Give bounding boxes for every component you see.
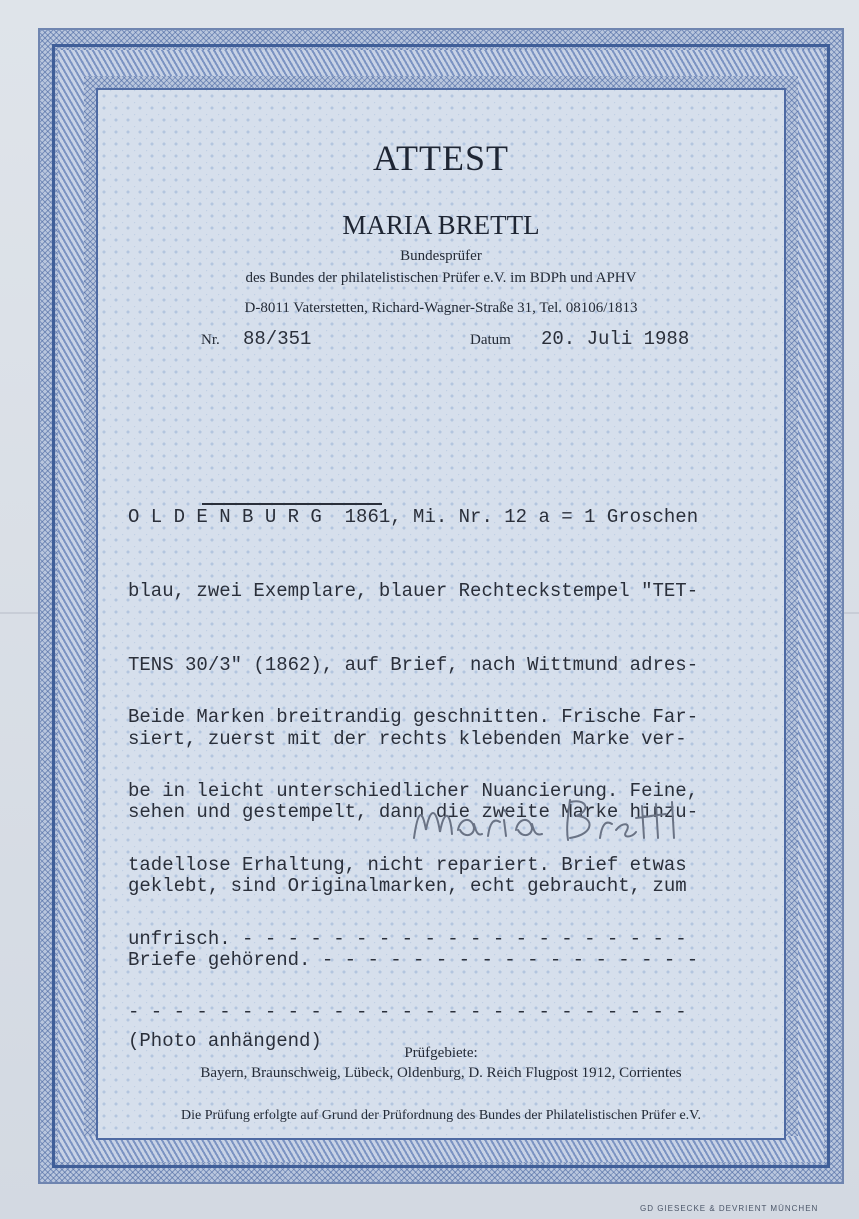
nr-label: Nr. bbox=[201, 332, 220, 348]
text-line: siert, zuerst mit der rechts klebenden Marke ver- bbox=[128, 727, 687, 750]
text-line: O L D E N B U R G 1861, Mi. Nr. 12 a = 1 Groschen bbox=[128, 506, 699, 529]
footer-note: Die Prüfung erfolgte auf Grund der Prüfordnung des Bundes der Philatelistischen Prüfer e.V. bbox=[181, 1108, 701, 1123]
certificate-title: ATTEST bbox=[373, 138, 509, 178]
text-line: be in leicht unterschiedlicher Nuancierung. Feine, bbox=[128, 779, 699, 802]
datum-value: 20. Juli 1988 bbox=[541, 328, 690, 350]
text-line: tadellose Erhaltung, nicht repariert. Brief etwas bbox=[128, 853, 687, 876]
text-line: geklebt, sind Originalmarken, echt gebraucht, zum bbox=[128, 875, 687, 898]
signature bbox=[400, 780, 700, 860]
text-line: Briefe gehörend. - - - - - - - - - - - - - - - - - bbox=[128, 948, 699, 971]
text-line: blau, zwei Exemplare, blauer Rechteckstempel "TET- bbox=[128, 579, 699, 602]
pruefgebiete-label: Prüfgebiete: bbox=[404, 1045, 478, 1061]
text-line: Beide Marken breitrandig geschnitten. Frische Far- bbox=[128, 706, 699, 729]
datum-label: Datum bbox=[470, 332, 511, 348]
photo-note: (Photo anhängend) bbox=[128, 1030, 322, 1052]
examiner-name: MARIA BRETTL bbox=[342, 210, 540, 240]
examiner-role: Bundesprüfer bbox=[400, 248, 482, 264]
association-line: des Bundes der philatelistischen Prüfer e.V. im BDPh und APHV bbox=[245, 270, 637, 286]
text-line: unfrisch. - - - - - - - - - - - - - - - - - - - - bbox=[128, 927, 687, 950]
printer-imprint: GD GIESECKE & DEVRIENT MÜNCHEN bbox=[640, 1204, 819, 1213]
address-line: D-8011 Vaterstetten, Richard-Wagner-Straße 31, Tel. 08106/1813 bbox=[244, 300, 638, 316]
nr-value: 88/351 bbox=[243, 328, 312, 350]
text-line: sehen und gestempelt, dann die zweite Marke hinzu- bbox=[128, 801, 699, 824]
text-line: - - - - - - - - - - - - - - - - - - - - - - - - - bbox=[128, 1001, 687, 1024]
underline-zwei-exemplare bbox=[202, 503, 382, 505]
text-line: TENS 30/3" (1862), auf Brief, nach Wittmund adres- bbox=[128, 653, 699, 676]
pruefgebiete-list: Bayern, Braunschweig, Lübeck, Oldenburg, D. Reich Flugpost 1912, Corrientes bbox=[200, 1065, 682, 1081]
